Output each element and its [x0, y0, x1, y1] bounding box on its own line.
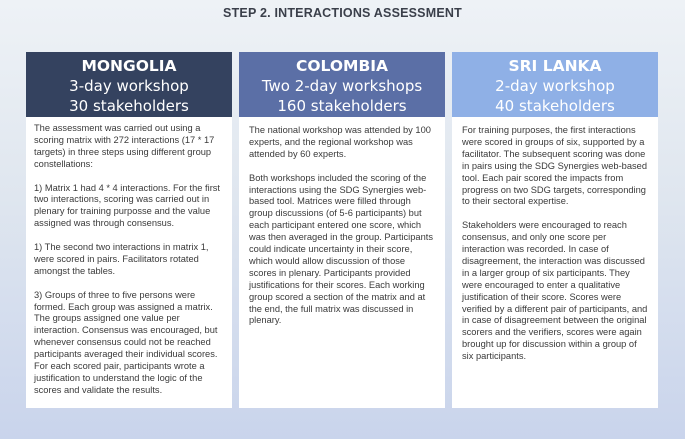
- paragraph: Both workshops included the scoring of the interactions using the SDG Synergies web-based tool. Matrices were filled through group discussions (of 5-6 participants) but each participant entered one score, which was then averaged in the group. Participants could indicate uncertainty in their score, which would allow discussion of those scores in plenary. Participants provided justifications for their scores. Each working group scored a section of the matrix and at the end, the full matrix was discussed in plenary.: [249, 172, 433, 326]
- colombia-card: [239, 52, 445, 408]
- country-name: COLOMBIA: [295, 56, 389, 75]
- workshop-info: Two 2-day workshops: [261, 76, 423, 95]
- mongolia-header: [26, 52, 232, 117]
- mongolia-description: [26, 117, 232, 408]
- page-title: STEP 2. INTERACTIONS ASSESSMENT: [223, 6, 462, 20]
- sri-lanka-header: [452, 52, 658, 117]
- workshop-info: 2-day workshop: [495, 76, 615, 95]
- paragraph: 1) Matrix 1 had 4 * 4 interactions. For the first two interactions, scoring was carried out in plenary for training purposse and the value assigned was through consensus.: [34, 182, 221, 229]
- paragraph: The assessment was carried out using a scoring matrix with 272 interactions (17 * 17 targets) in three steps using different group constellations:: [34, 123, 215, 169]
- paragraph: For training purposes, the first interactions were scored in groups of six, supported by a facilitator. The subsequent scoring was done in pairs using the SDG Synergies web-based tool. Each pair scored the impacts from progress on two SDG targets, corresponding to their sectoral expertise.: [462, 125, 648, 207]
- workshop-info: 3-day workshop: [69, 76, 189, 95]
- stakeholder-count: 40 stakeholders: [495, 96, 615, 115]
- stakeholder-count: 160 stakeholders: [277, 96, 407, 115]
- sri-lanka-card: [452, 52, 658, 408]
- colombia-description: [239, 117, 445, 408]
- country-name: SRI LANKA: [508, 56, 602, 75]
- paragraph: 1) The second two interactions in matrix 1, were scored in pairs. Facilitators rotated amongst the tables.: [34, 242, 209, 276]
- paragraph: The national workshop was attended by 100 experts, and the regional workshop was attended by 60 experts.: [249, 125, 431, 159]
- paragraph: 3) Groups of three to five persons were formed. Each group was assigned a matrix. The groups assigned one value per interaction. Consensus was encouraged, but whenever consensus could not be reached participants averaged their individual scores. For each scored pair, participants wrote a justification to understand the logic of the scores and validate the results.: [34, 289, 218, 395]
- country-name: MONGOLIA: [81, 56, 177, 75]
- paragraph: Stakeholders were encouraged to reach consensus, and only one score per interaction was recorded. In case of disagreement, the interaction was discussed in a larger group of six participants. They were encouraged to enter a qualitative justification of their score. Scores were verified by a different pair of participants, and in case of disagreement between the original scorers and the verifiers, scores were again brought up for discussion within a group of six participants.: [462, 220, 648, 362]
- mongolia-card: [26, 52, 232, 408]
- sri-lanka-description: [452, 117, 658, 408]
- stakeholder-count: 30 stakeholders: [69, 96, 189, 115]
- colombia-header: [239, 52, 445, 117]
